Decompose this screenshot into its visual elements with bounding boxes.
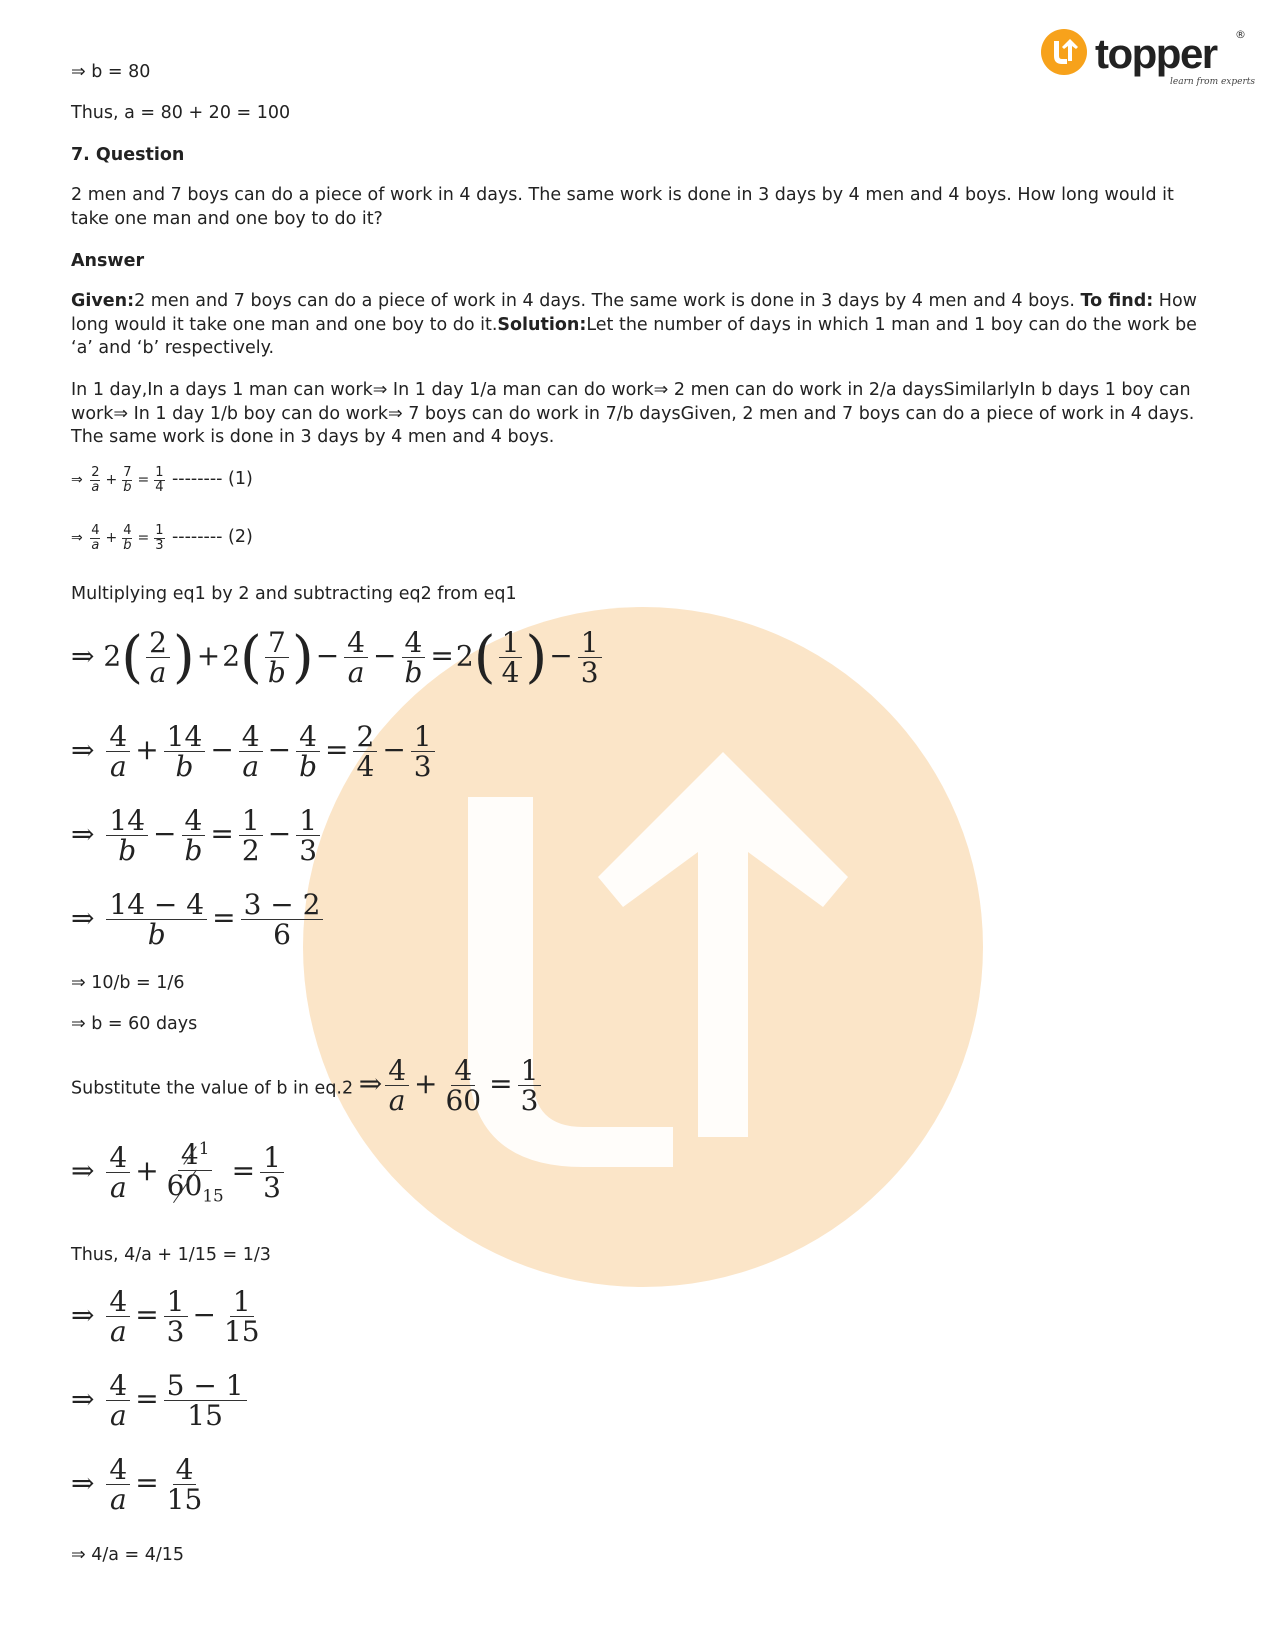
numerator: 4 <box>402 628 426 658</box>
numerator: 2 <box>146 628 170 658</box>
equals-sign: = <box>210 817 234 851</box>
implies-symbol: ⇒ <box>71 530 83 547</box>
minus-sign: − <box>153 817 177 851</box>
numerator: 4 <box>106 1287 130 1317</box>
numerator: 2 <box>353 722 377 752</box>
minus-sign: − <box>549 639 573 673</box>
denominator: 15 <box>187 1399 223 1433</box>
implies-symbol: ⇒ <box>71 817 95 851</box>
coefficient: 2 <box>455 639 474 673</box>
minus-sign: − <box>373 639 397 673</box>
right-paren: ) <box>291 624 314 690</box>
line-a-equals-100: Thus, a = 80 + 20 = 100 <box>71 103 291 123</box>
denominator: 3 <box>263 1170 281 1204</box>
brand-tagline: learn from experts <box>1170 77 1256 87</box>
denominator: a <box>91 537 100 553</box>
brand-logo-circle <box>1041 29 1087 75</box>
numerator: 4 <box>91 523 100 538</box>
denominator: b <box>175 750 194 784</box>
step-simplify-1 <box>71 722 438 782</box>
numerator: 1 <box>230 1287 254 1317</box>
step-cancel <box>71 1140 287 1205</box>
multiply-instruction: Multiplying eq1 by 2 and subtracting eq2 from eq1 <box>71 584 517 604</box>
numerator: 1 <box>260 1143 284 1173</box>
equation-1-tag: -------- (1) <box>171 469 253 490</box>
watermark-logo <box>303 607 983 1287</box>
reduced-denominator: 15 <box>202 1185 224 1206</box>
denominator: a <box>347 656 365 690</box>
registered-mark: ® <box>1235 28 1246 41</box>
numerator: 4 <box>106 722 130 752</box>
numerator: 2 <box>91 465 100 480</box>
plus-sign: + <box>105 530 118 547</box>
denominator: a <box>109 1170 127 1204</box>
minus-sign: − <box>210 733 234 767</box>
step-isolate <box>71 1287 266 1347</box>
numerator: 14 <box>106 806 148 836</box>
equals-sign: = <box>137 472 150 489</box>
left-paren: ( <box>240 624 262 690</box>
denominator: b <box>299 750 318 784</box>
denominator: 3 <box>520 1084 539 1118</box>
brand-logo <box>1040 24 1256 94</box>
given-paragraph <box>71 290 1211 361</box>
denominator: b <box>404 656 423 690</box>
denominator: 4 <box>155 479 164 495</box>
denominator: 4 <box>356 750 375 784</box>
minus-sign: − <box>267 733 292 767</box>
numerator: 7 <box>265 628 289 658</box>
numerator: 7 <box>123 465 132 480</box>
implies-symbol: ⇒ <box>71 733 95 767</box>
numerator: 1 <box>296 806 320 836</box>
line-b-equals-80: ⇒ b = 80 <box>71 62 151 82</box>
denominator: a <box>91 479 100 495</box>
denominator: 60 <box>445 1084 482 1118</box>
equals-sign: = <box>212 901 236 935</box>
cancelled-denominator: 60 <box>166 1168 203 1202</box>
numerator: 1 <box>164 1287 188 1317</box>
denominator: a <box>388 1084 406 1118</box>
cancelled-numerator: 4 <box>180 1138 199 1172</box>
numerator: 5 − 1 <box>164 1371 247 1401</box>
denominator: a <box>109 1483 127 1517</box>
denominator: 3 <box>580 656 599 690</box>
denominator: 15 <box>166 1483 203 1517</box>
step-common-denominator <box>71 1371 250 1431</box>
equals-sign: = <box>489 1067 513 1101</box>
numerator: 1 <box>578 628 602 658</box>
brand-logo-graphic <box>1040 24 1256 94</box>
denominator: b <box>184 834 203 868</box>
implies-symbol: ⇒ <box>71 1153 95 1187</box>
numerator: 4 <box>123 523 132 538</box>
step-result <box>71 1455 208 1515</box>
find-label: To find: <box>1080 291 1154 311</box>
denominator: 3 <box>155 537 164 553</box>
step-simplify-2 <box>71 806 323 866</box>
numerator: 4 <box>344 628 368 658</box>
work-rate-paragraph: In 1 day,In a days 1 man can work⇒ In 1 day 1/a man can do work⇒ 2 men can do work in 2/a daysSimilarlyIn b days 1 boy can work⇒ In 1 day 1/b boy can do work⇒ 7 boys can do work in 7/b daysGiven, 2 men and 7 boys can do a piece of work in 4 days. The same work is done in 3 days by 4 men and 4 boys. <box>71 380 1195 447</box>
numerator: 4 <box>451 1056 475 1086</box>
thus-line: Thus, 4/a + 1/15 = 1/3 <box>71 1245 271 1265</box>
denominator: 6 <box>273 918 291 952</box>
implies-symbol: ⇒ <box>71 1382 95 1416</box>
numerator: 14 <box>164 722 206 752</box>
minus-sign: − <box>192 1298 216 1332</box>
denominator: 2 <box>241 834 260 868</box>
implies-symbol: ⇒ <box>358 1067 383 1101</box>
plus-sign: + <box>196 639 221 673</box>
equals-sign: = <box>325 733 349 767</box>
step-combine <box>71 890 326 950</box>
equals-sign: = <box>430 639 454 673</box>
numerator: 4 <box>239 722 263 752</box>
implies-symbol: ⇒ <box>71 639 95 673</box>
numerator: 1 <box>499 628 523 658</box>
equals-sign: = <box>135 1298 159 1332</box>
step-expand <box>71 624 605 690</box>
equation-2-tag: -------- (2) <box>171 527 253 548</box>
given-label: Given: <box>71 291 135 311</box>
line-b-equals-60: ⇒ b = 60 days <box>71 1014 198 1034</box>
denominator: a <box>109 750 127 784</box>
numerator: 1 <box>411 722 435 752</box>
left-paren: ( <box>121 624 144 690</box>
given-text: 2 men and 7 boys can do a piece of work in 4 days. The same work is done in 3 days by 4 men and 4 boys. <box>134 291 1081 311</box>
denominator: b <box>267 656 286 690</box>
numerator: 4 <box>106 1143 130 1173</box>
plus-sign: + <box>105 472 118 489</box>
numerator: 4 <box>173 1455 197 1485</box>
substitute-equation <box>358 1054 545 1118</box>
minus-sign: − <box>382 733 406 767</box>
brand-logo-text: topper <box>1095 30 1217 77</box>
numerator: 1 <box>239 806 263 836</box>
equals-sign: = <box>137 530 150 547</box>
denominator: a <box>109 1315 127 1349</box>
numerator: 4 <box>106 1371 130 1401</box>
coefficient: 2 <box>222 639 241 673</box>
right-paren: ) <box>525 624 548 690</box>
denominator: 3 <box>166 1315 185 1349</box>
plus-sign: + <box>414 1067 438 1101</box>
denominator: 3 <box>299 834 318 868</box>
numerator: 3 − 2 <box>241 890 324 920</box>
implies-symbol: ⇒ <box>71 1298 95 1332</box>
question-heading: 7. Question <box>71 145 185 165</box>
line-10-over-b: ⇒ 10/b = 1/6 <box>71 973 185 993</box>
final-line: ⇒ 4/a = 4/15 <box>71 1545 185 1565</box>
equals-sign: = <box>135 1382 159 1416</box>
numerator: 4 <box>106 1455 130 1485</box>
equation-2 <box>71 524 253 552</box>
denominator: b <box>123 537 132 553</box>
answer-heading: Answer <box>71 251 145 271</box>
minus-sign: − <box>267 817 292 851</box>
numerator: 14 − 4 <box>106 890 207 920</box>
numerator: 4 <box>182 806 206 836</box>
equals-sign: = <box>135 1466 159 1500</box>
denominator: b <box>118 834 137 868</box>
watermark-circle <box>303 607 983 1287</box>
denominator: 3 <box>413 750 432 784</box>
question-text: 2 men and 7 boys can do a piece of work in 4 days. The same work is done in 3 days by 4 men and 4 boys. How long would it take one man and one boy to do it? <box>71 185 1174 229</box>
substitute-text: Substitute the value of b in eq.2 <box>71 1078 354 1099</box>
right-paren: ) <box>172 624 195 690</box>
numerator: 1 <box>518 1056 542 1086</box>
numerator: 1 <box>155 523 164 538</box>
equation-1 <box>71 466 253 494</box>
denominator: a <box>242 750 260 784</box>
denominator: a <box>149 656 167 690</box>
minus-sign: − <box>315 639 340 673</box>
numerator: 1 <box>155 465 164 480</box>
solution-label: Solution: <box>497 314 587 335</box>
find-text: How long would it take one man and one boy to do it. <box>71 291 1197 335</box>
reduced-numerator: 1 <box>198 1138 210 1158</box>
implies-symbol: ⇒ <box>71 901 95 935</box>
coefficient: 2 <box>103 639 122 673</box>
implies-symbol: ⇒ <box>71 1466 95 1500</box>
denominator: 15 <box>223 1315 260 1349</box>
plus-sign: + <box>135 1153 159 1187</box>
solution-text: Let the number of days in which 1 man and 1 boy can do the work be ‘a’ and ‘b’ respectively. <box>71 314 1197 358</box>
left-paren: ( <box>473 624 496 690</box>
denominator: b <box>123 479 132 495</box>
implies-symbol: ⇒ <box>71 472 83 489</box>
numerator: 4 <box>385 1056 409 1086</box>
numerator: 4 <box>296 722 320 752</box>
denominator: b <box>147 918 166 952</box>
denominator: a <box>109 1399 127 1433</box>
equals-sign: = <box>231 1153 256 1187</box>
denominator: 4 <box>501 656 520 690</box>
plus-sign: + <box>135 733 159 767</box>
substitute-line <box>71 1056 544 1116</box>
